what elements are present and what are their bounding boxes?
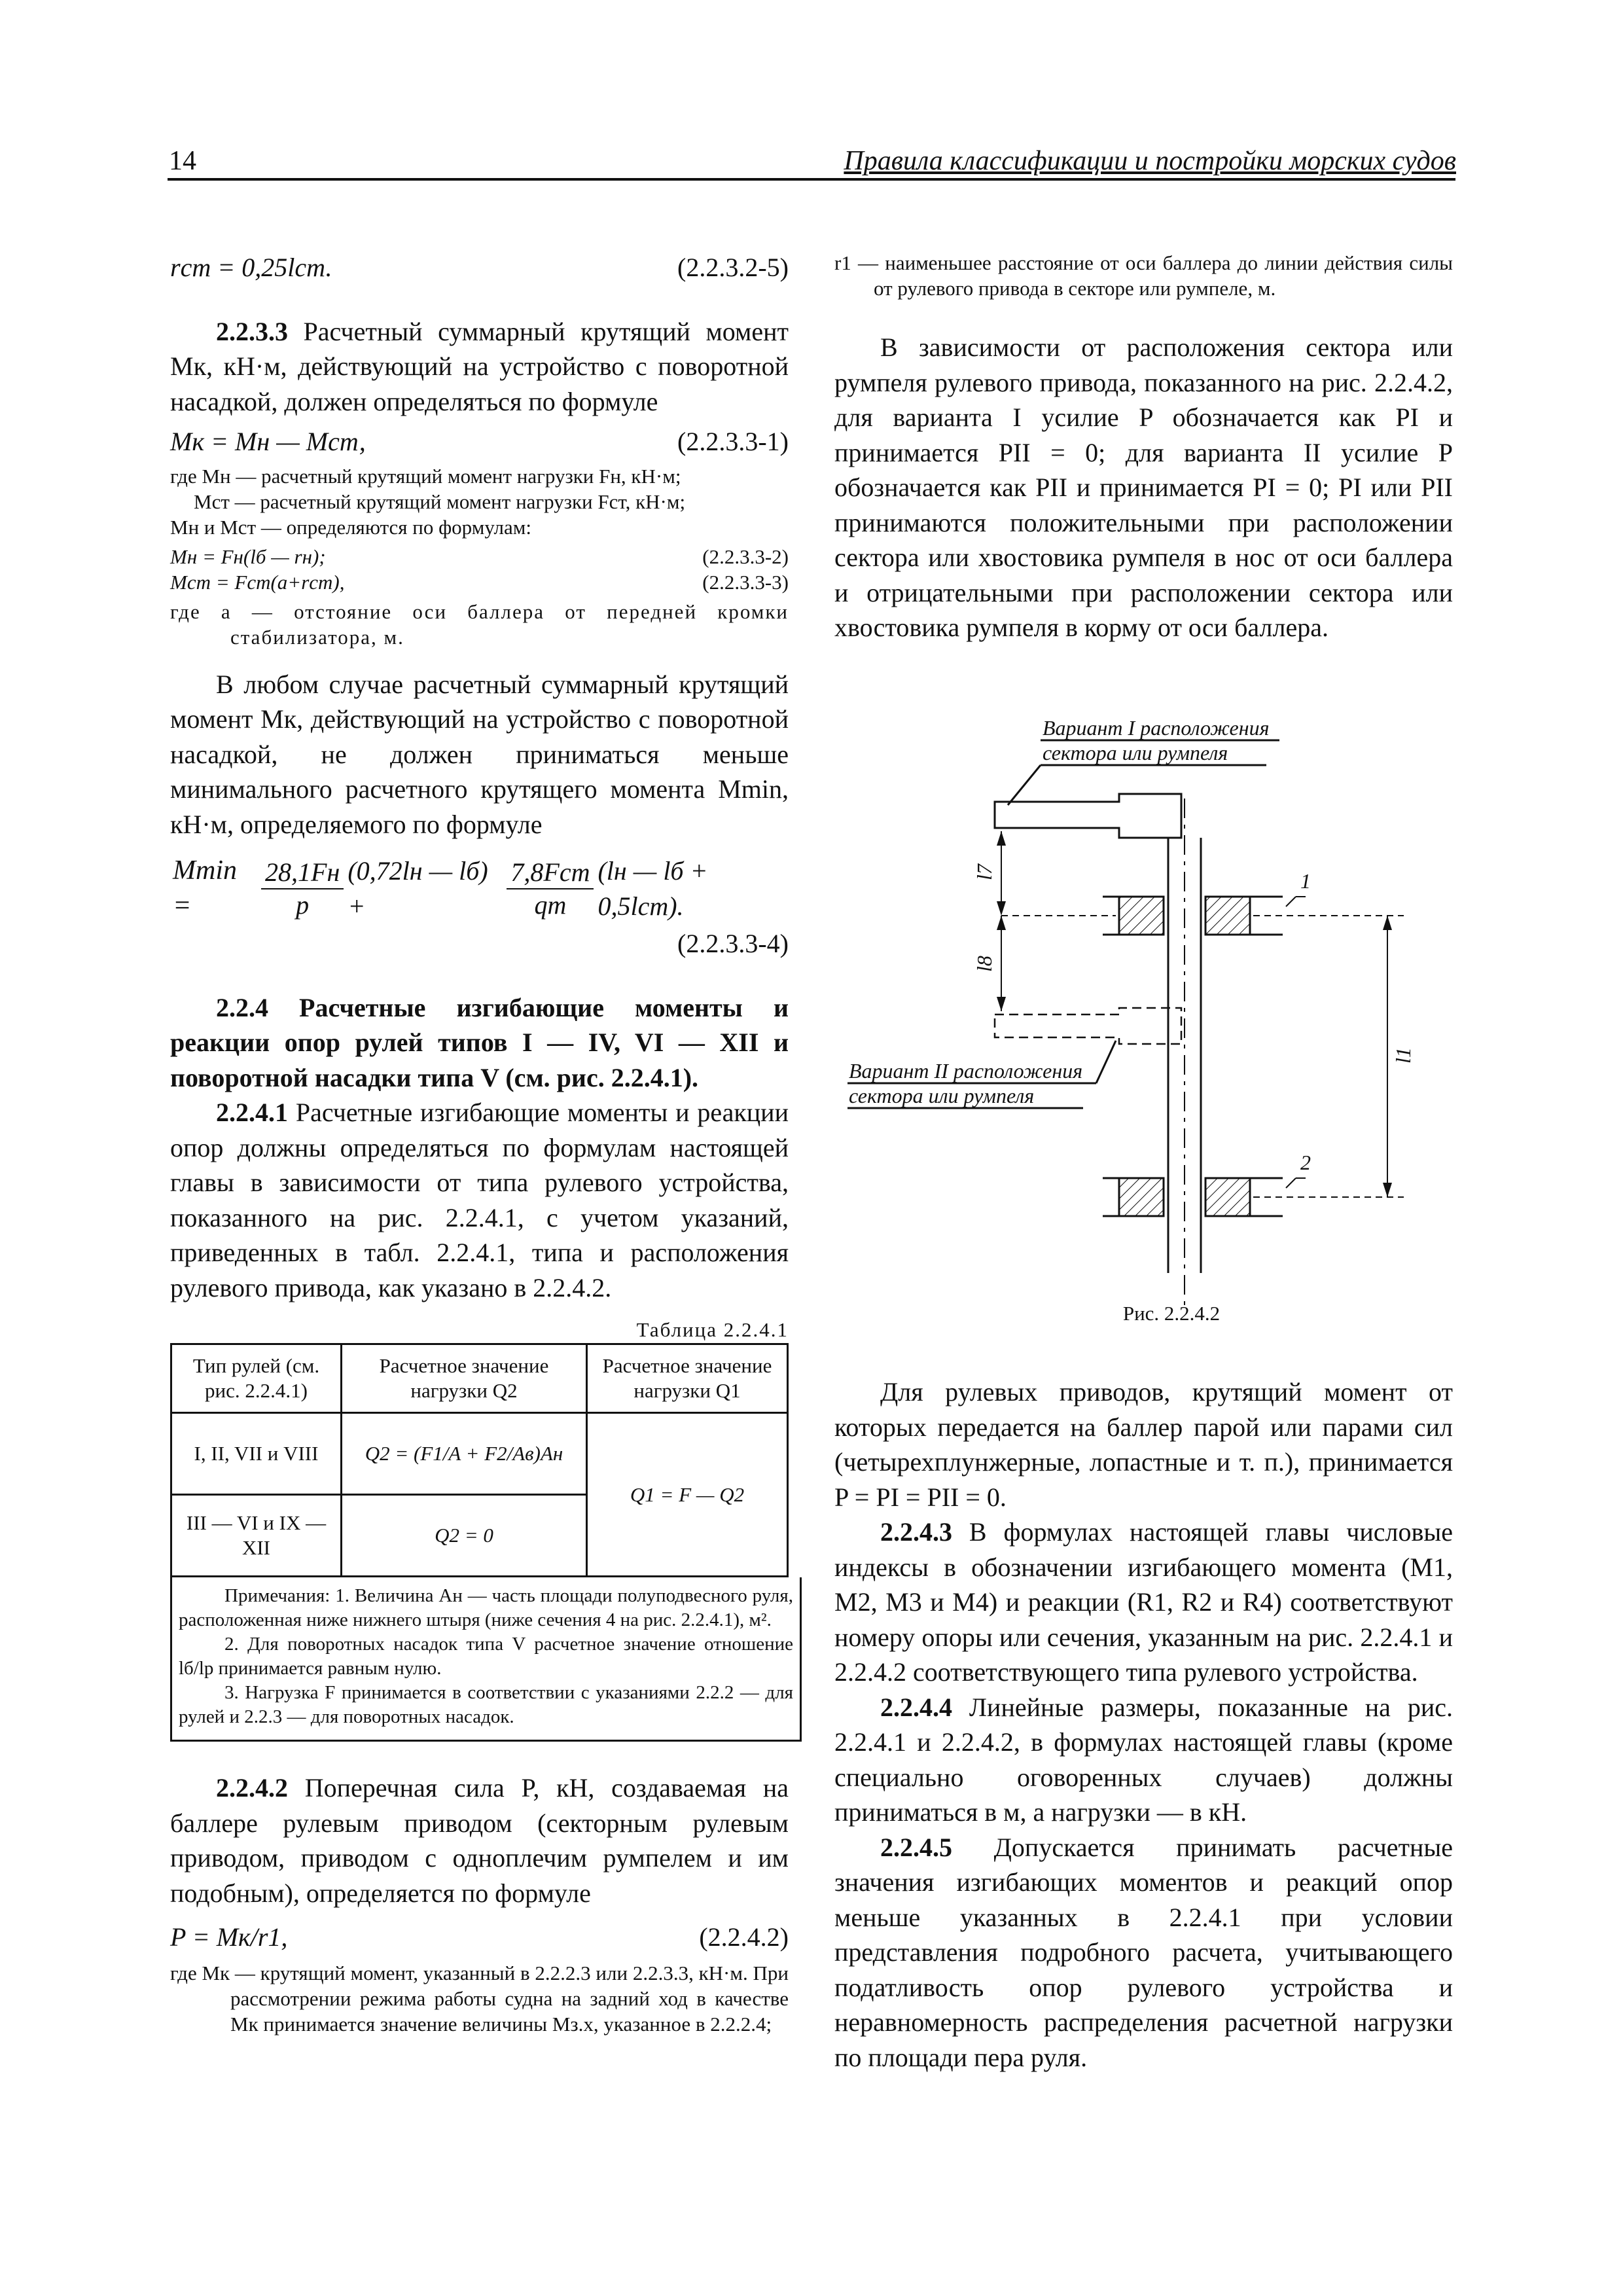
- equation-number: (2.2.3.3-3): [702, 570, 789, 594]
- figure-label: сектора или румпеля: [1043, 741, 1228, 764]
- table-caption: Таблица 2.2.4.1: [636, 1318, 789, 1341]
- equation-text: Mн = Fн(lб — rн);: [170, 545, 326, 568]
- table-header-row: [171, 1344, 788, 1413]
- equation-number: (2.2.3.2-5): [677, 253, 789, 282]
- figure-label: сектора или румпеля: [849, 1084, 1035, 1107]
- clause-number: 2.2.4.5: [880, 1832, 952, 1862]
- dimension-arrow: [997, 901, 1006, 916]
- equation-text: Mст = Fст(a+rст),: [170, 570, 345, 594]
- paragraph-text: Расчетные изгибающие моменты и реакции опор должны определяться по формулам настоящей главы в зависимости от типа рулевого устройства, показанного на рис. 2.2.4.1, с учетом указаний, приведенных в табл. 2.2.4.1, типа и расположения рулевого привода, как указано в 2.2.4.2.: [170, 1098, 789, 1302]
- fraction-2: [507, 857, 594, 921]
- paragraph-2233: [170, 314, 789, 420]
- fraction-denominator: qm: [534, 889, 567, 920]
- dimension-arrow: [997, 916, 1006, 930]
- paragraph-text: Линейные размеры, показанные на рис. 2.2.4.1 и 2.2.4.2, в формулах настоящей главы (кроме специально оговоренных случаев) должны приниматься в м, а нагрузки — в кН.: [834, 1692, 1453, 1827]
- equation-number: (2.2.3.3-4): [677, 929, 789, 958]
- dimension-label-l1: l1: [1391, 1047, 1415, 1064]
- header-rule: [168, 178, 1455, 181]
- figure-2242: [834, 717, 1453, 1332]
- equation-number: (2.2.4.2): [699, 1922, 789, 1952]
- dimension-arrow: [1383, 1183, 1392, 1197]
- paragraph-text: Допускается принимать расчетные значения изгибающих моментов и реакций опор меньше указанных в 2.2.4.1 при условии представления подробного расчета, учитывающего податливость опор рулевого устройства и неравномерность распределения расчетной нагрузки по площади пера руля.: [834, 1832, 1453, 2072]
- where-r1: [834, 250, 1453, 301]
- paragraph-torque: Для рулевых приводов, крутящий момент от которых передается на баллер парой или парами сил (четырехплунжерные, лопастные и т. п.), принимается P = PI = PII = 0.: [834, 1377, 1453, 1512]
- figure-label: Вариант I расположения: [1043, 717, 1270, 740]
- tiller-variant-2: [995, 1008, 1181, 1044]
- table-note: Примечания: 1. Величина Aн — часть площади полуподвесного руля, расположенная ниже нижнего штыря (ниже сечения 4 на рис. 2.2.4.1), м².: [179, 1585, 793, 1630]
- equation-text: Mк = Mн — Mст,: [170, 427, 366, 456]
- equation-number: (2.2.3.3-2): [702, 545, 789, 568]
- table-cell: Q1 = F — Q2: [587, 1413, 788, 1577]
- dimension-arrow: [1383, 916, 1392, 930]
- table-cell: I, II, VII и VIII: [171, 1413, 342, 1495]
- running-title: Правила классификации и постройки морских судов: [844, 146, 1456, 176]
- paragraph-variants: В зависимости от расположения сектора или румпеля рулевого привода, показанного на рис. 2.2.4.2, для варианта I усилие P обозначается как PI и принимается PII = 0; для варианта II усилие P обозначается как PII и принимается PI = 0; PI или PII принимаются положительными при расположении сектора или хвостовика румпеля в нос от оси баллера и отрицательными при расположении сектора или хвостовика румпеля в корму от оси баллера.: [834, 332, 1453, 642]
- page-number: 14: [169, 146, 196, 176]
- table-cell: Q2 = 0: [342, 1495, 587, 1577]
- table-header-cell: Расчетное значение нагрузки Q1: [587, 1344, 788, 1413]
- figure-label: Вариант II расположения: [849, 1059, 1083, 1083]
- table-note: 3. Нагрузка F принимается в соответствии с указаниями 2.2.2 — для рулей и 2.2.3 — для поворотных насадок.: [179, 1682, 793, 1727]
- leader-line: [1096, 1041, 1116, 1083]
- where-line: r1 — наименьшее расстояние от оси баллера до линии действия силы от рулевого привода в секторе или румпеле, м.: [834, 251, 1453, 300]
- equation-number: (2.2.3.3-1): [677, 427, 789, 456]
- clause-number: 2.2.4.4: [880, 1692, 952, 1722]
- right-column-bottom: [834, 1374, 1453, 2075]
- paragraph-2244: [834, 1690, 1453, 1830]
- leader-line: [1286, 1178, 1296, 1188]
- equation-mn: [170, 544, 789, 569]
- where-line: где Mн — расчетный крутящий момент нагрузки Fн, кН·м;: [170, 464, 681, 488]
- table-cell: III — VI и IX — XII: [171, 1495, 342, 1577]
- equation-text: Mmin =: [173, 855, 237, 921]
- paragraph-2243: [834, 1515, 1453, 1690]
- right-column-top: [834, 250, 1453, 702]
- fraction-1: [261, 857, 344, 921]
- dimension-arrow: [997, 831, 1006, 846]
- table-2241: [170, 1343, 789, 1577]
- fraction-denominator: p: [296, 889, 310, 920]
- equation-mmin: [170, 853, 789, 924]
- table-note: 2. Для поворотных насадок типа V расчетное значение отношение lб/lр принимается равным нулю.: [179, 1634, 793, 1679]
- clause-number: 2.2.4.1: [216, 1098, 288, 1127]
- equation-p: [170, 1920, 789, 1955]
- paragraph-text: В формулах настоящей главы числовые индексы в обозначении изгибающего момента (M1, M2, M3 и M4) и реакции (R1, R2 и R4) соответствуют номеру опоры или сечения, указанным на рис. 2.2.4.1 и 2.2.4.2 соответствующего типа рулевого устройства.: [834, 1517, 1453, 1687]
- where-line: где a — отстояние оси баллера от передней кромки стабилизатора, м.: [170, 600, 789, 649]
- dimension-label-l7: l7: [972, 864, 996, 880]
- where-block-2: [170, 1960, 789, 2037]
- table-row: [171, 1413, 788, 1495]
- equation-rst: [170, 250, 789, 285]
- support-number-1: 1: [1300, 869, 1311, 893]
- table-header-cell: Расчетное значение нагрузки Q2: [342, 1344, 587, 1413]
- paragraph-2241: [170, 1095, 789, 1305]
- bearing-1: [1119, 897, 1164, 935]
- fraction-numerator: 7,8Fст: [507, 857, 594, 889]
- equation-text: (0,72lн — lб) +: [348, 856, 488, 921]
- equation-mk: [170, 424, 789, 459]
- table-cell: Q2 = (F1/A + F2/Aв)Aн: [342, 1413, 587, 1495]
- where-line: Mст — расчетный крутящий момент нагрузки Fст, кН·м;: [194, 490, 686, 513]
- leader-line: [1008, 765, 1041, 805]
- equation-text: rст = 0,25lст.: [170, 253, 332, 282]
- bearing-1: [1205, 897, 1250, 935]
- clause-number: 2.2.4.2: [216, 1773, 288, 1803]
- bearing-2: [1205, 1178, 1250, 1216]
- figure-caption: Рис. 2.2.4.2: [1122, 1302, 1221, 1325]
- where-line: где Mк — крутящий момент, указанный в 2.2.2.3 или 2.2.3.3, кН·м. При рассмотрении режима работы судна на задний ход в качестве Mк принимается значение величины Mз.х, указанное в 2.2.2.4;: [170, 1961, 789, 2036]
- leader-line: [1286, 897, 1296, 906]
- paragraph-text: Поперечная сила P, кН, создаваемая на баллере рулевым приводом (секторным рулевым приводом, приводом с одноплечим румпелем и им подобным), определяется по формуле: [170, 1773, 789, 1908]
- dimension-arrow: [997, 997, 1006, 1011]
- equation-mst: [170, 569, 789, 595]
- table-notes: [170, 1577, 802, 1742]
- left-column: [170, 250, 793, 2037]
- equation-text: (lн — lб + 0,5lст).: [597, 856, 708, 921]
- dimension-label-l8: l8: [972, 956, 996, 972]
- section-heading-224: 2.2.4 Расчетные изгибающие моменты и реакции опор рулей типов I — IV, VI — XII и поворотной насадки типа V (см. рис. 2.2.4.1).: [170, 992, 789, 1092]
- fraction-numerator: 28,1Fн: [261, 857, 344, 889]
- support-number-2: 2: [1300, 1151, 1311, 1174]
- table-header-cell: Тип рулей (см. рис. 2.2.4.1): [171, 1344, 342, 1413]
- clause-number: 2.2.4.3: [880, 1517, 952, 1547]
- clause-number: 2.2.3.3: [216, 316, 288, 346]
- bearing-2: [1119, 1178, 1164, 1216]
- where-block-1: [170, 463, 789, 650]
- paragraph-min-moment: В любом случае расчетный суммарный крутящий момент Mк, действующий на устройство с поворотной насадкой, не должен приниматься меньше минимального расчетного крутящего момента Mmin, кН·м, определяемого по формуле: [170, 669, 789, 839]
- paragraph-text: Расчетный суммарный крутящий момент Mк, кН·м, действующий на устройство с поворотной насадкой, должен определяться по формуле: [170, 316, 789, 416]
- where-line: Mн и Mст — определяются по формулам:: [170, 515, 531, 539]
- equation-text: P = Mк/r1,: [170, 1922, 288, 1952]
- tiller-variant-1: [995, 794, 1181, 838]
- paragraph-2242: [170, 1770, 789, 1910]
- paragraph-2245: [834, 1830, 1453, 2075]
